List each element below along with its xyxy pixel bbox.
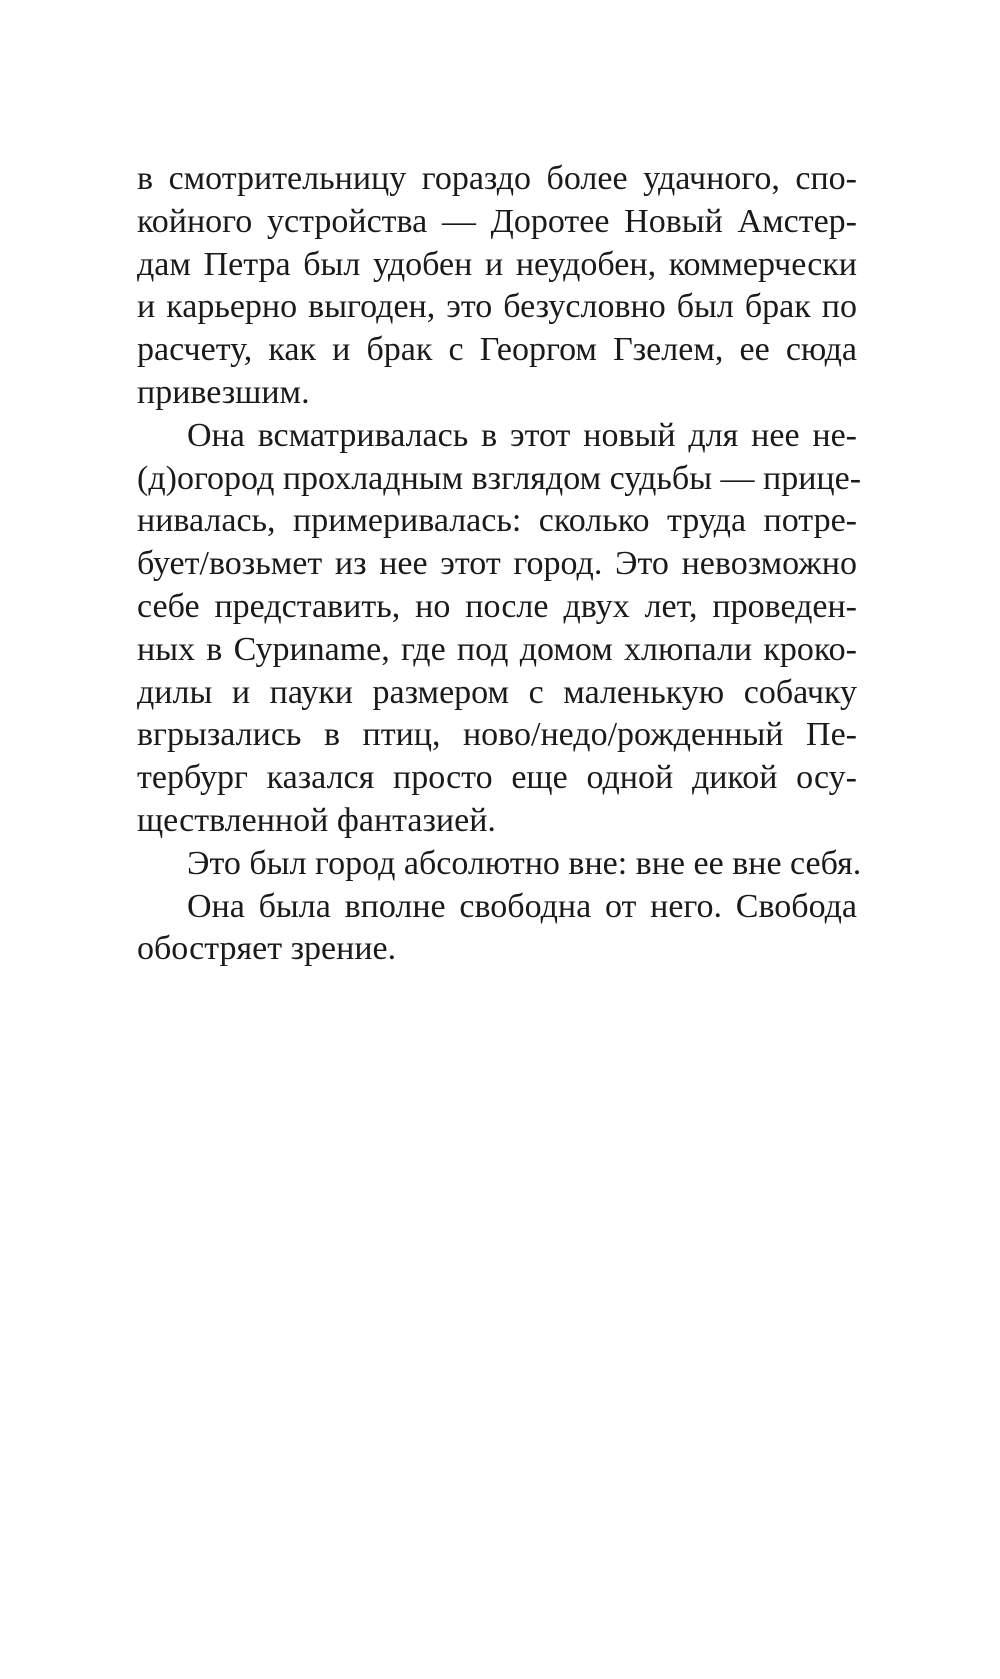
text-line: Она была вполне свободна от него. Свобода [187,887,857,925]
text-line: Это был город абсолютно вне: вне ее вне себя. [187,844,862,882]
text-line: Она всматривалась в этот новый для нее не- [187,416,857,454]
paragraph-2 [137,415,862,843]
text-line: и карьерно выгоден, это безусловно был брак по [137,288,857,326]
text-line: дам Петра был удобен и неудобен, коммерчески [137,245,857,283]
paragraph-1 [137,158,857,415]
text-line: ществленной фантазией. [137,801,496,839]
text-line: себе представить, но после двух лет, проведен- [137,587,857,625]
text-line: обостряет зрение. [137,930,397,968]
text-line: (д)огород прохладным взглядом судьбы — прице- [137,459,862,497]
body-text [137,158,862,971]
text-line: в смотрительницу гораздо более удачного, спо- [137,160,857,197]
text-line: дилы и пауки размером с маленькую собачку [137,673,857,711]
paragraph-4 [137,886,857,972]
text-line: нивалась, примеривалась: сколько труда потре- [137,502,857,540]
text-line: бует/возьмет из нее этот город. Это невозможно [137,545,857,583]
text-line: тербург казался просто еще одной дикой осу- [137,759,857,797]
text-line: привезшим. [137,373,310,411]
text-line: койного устройства — Доротее Новый Амстер- [137,202,857,240]
paragraph-3 [137,843,862,886]
text-line: расчету, как и брак с Георгом Гзелем, ее сюда [137,331,857,369]
text-line: ных в Суриname, где под домом хлюпали кроко- [137,630,857,668]
text-line: вгрызались в птиц, ново/недо/рожденный Пе- [137,716,857,754]
